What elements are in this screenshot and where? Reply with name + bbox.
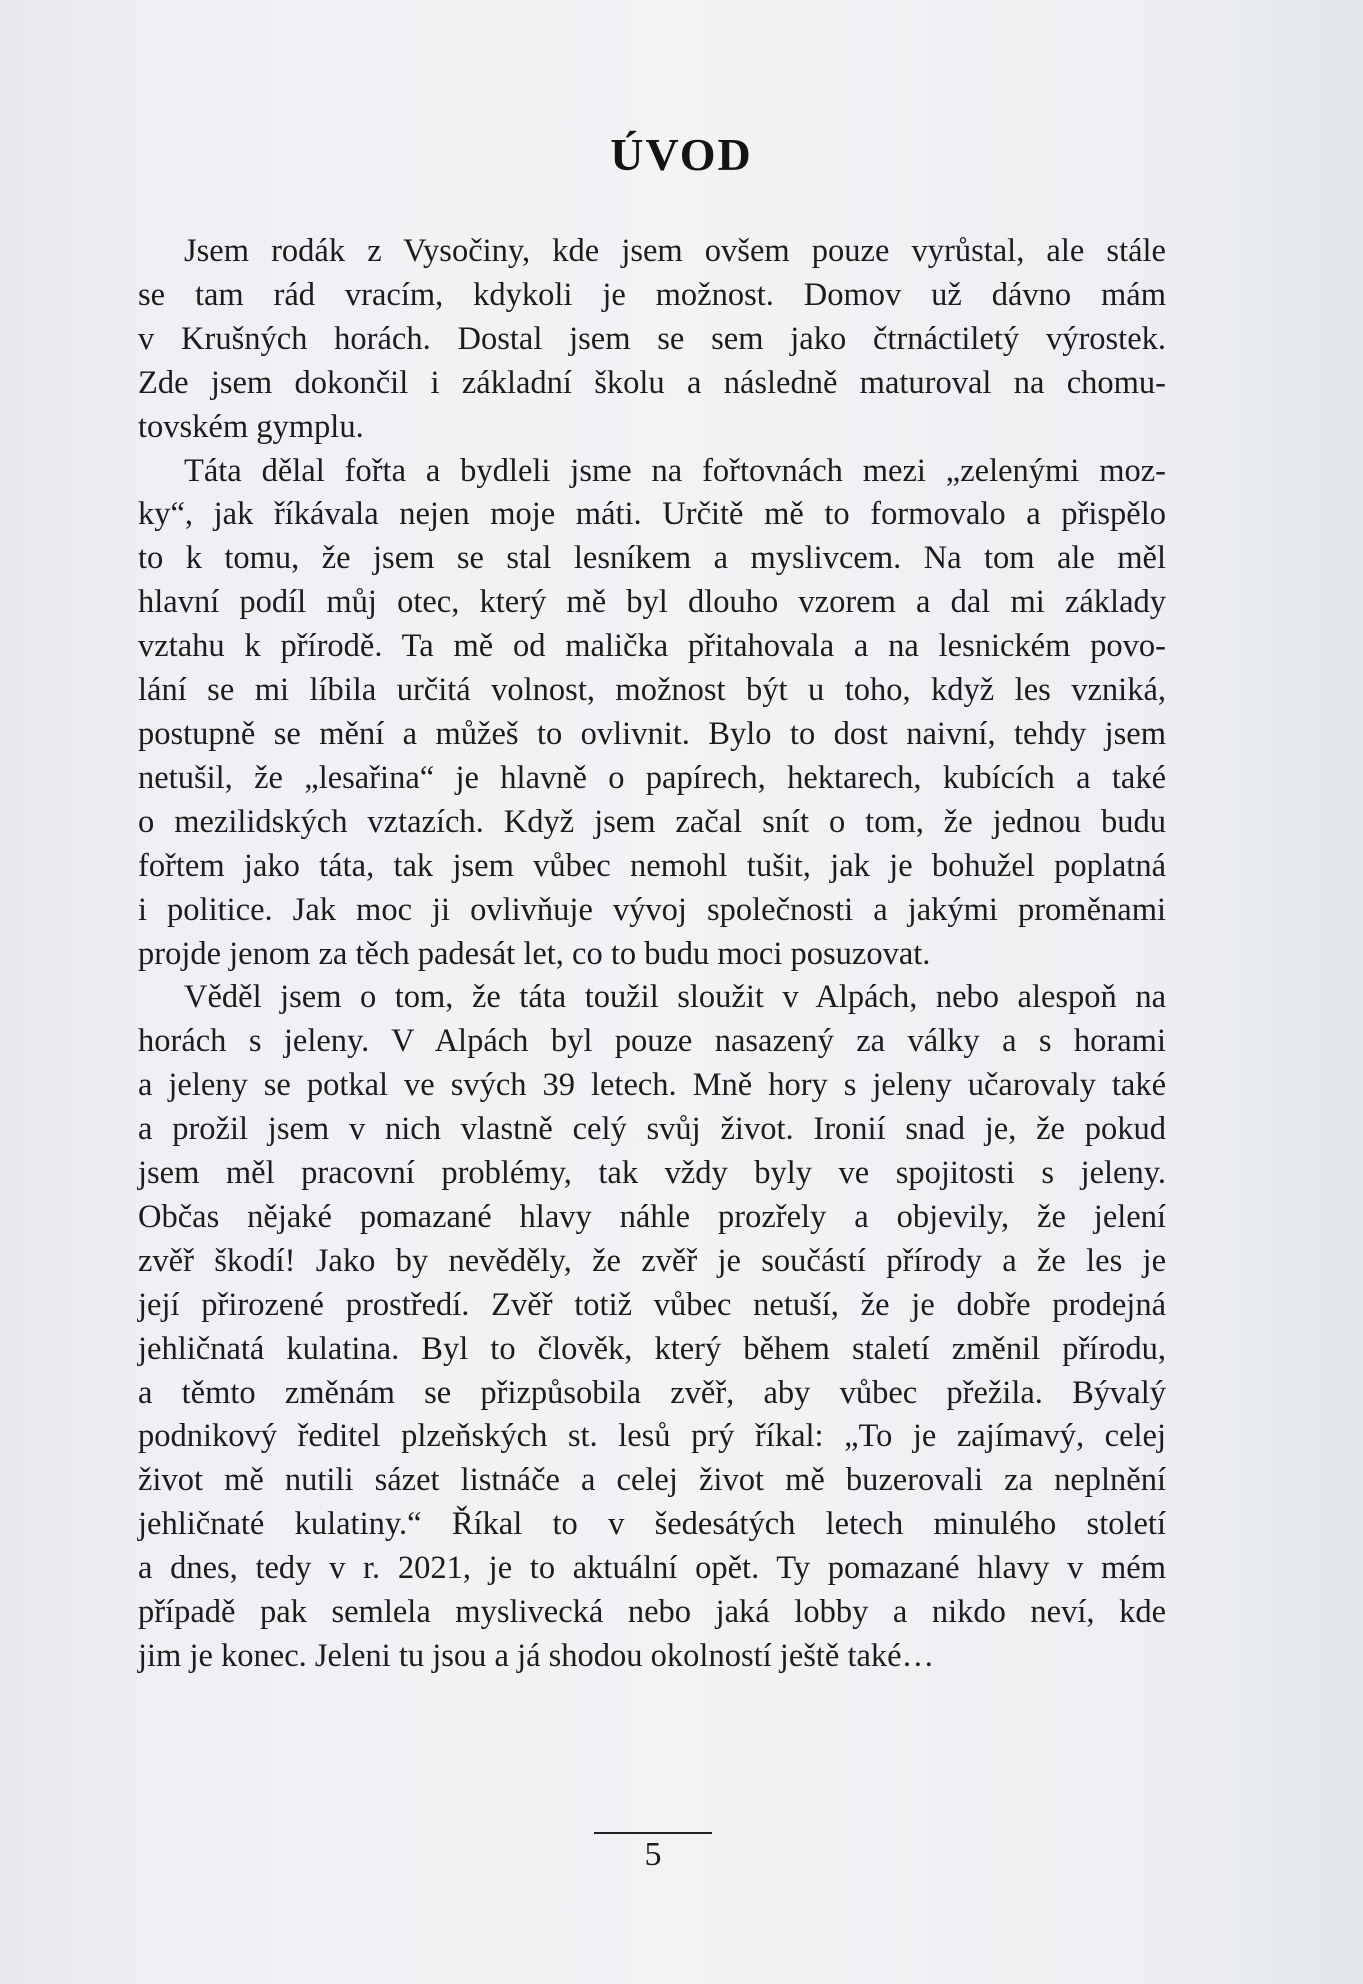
text-line: i politice. Jak moc ji ovlivňuje vývoj společnosti a jakými proměnami — [138, 891, 1166, 928]
chapter-title: ÚVOD — [610, 129, 753, 180]
text-line: život mě nutili sázet listnáče a celej život mě buzerovali za neplnění — [138, 1462, 1166, 1499]
text-line: postupně se mění a můžeš to ovlivnit. Bylo to dost naivní, tehdy jsem — [138, 715, 1166, 752]
text-line: projde jenom za těch padesát let, co to budu moci posuzovat. — [138, 935, 931, 972]
text-line: zvěř škodí! Jako by nevěděly, že zvěř je součástí přírody a že les je — [138, 1242, 1166, 1279]
text-line: to k tomu, že jsem se stal lesníkem a myslivcem. Na tom ale měl — [138, 540, 1166, 577]
text-line: její přirozené prostředí. Zvěř totiž vůbec netuší, že je dobře prodejná — [138, 1286, 1166, 1323]
page-number: 5 — [644, 1836, 662, 1873]
text-line: jsem měl pracovní problémy, tak vždy byly ve spojitosti s jeleny. — [138, 1155, 1166, 1192]
text-line: a jeleny se potkal ve svých 39 letech. Mně hory s jeleny učarovaly také — [138, 1067, 1166, 1104]
text-line: ky“, jak říkávala nejen moje máti. Určitě mě to formovalo a přispělo — [138, 496, 1166, 533]
text-line: jim je konec. Jeleni tu jsou a já shodou okolností ještě také… — [138, 1638, 935, 1674]
text-line: hlavní podíl můj otec, který mě byl dlouho vzorem a dal mi základy — [138, 584, 1166, 621]
paragraph — [138, 230, 1166, 450]
text-line: Zde jsem dokončil i základní školu a následně maturoval na chomu- — [138, 364, 1166, 401]
paragraph — [138, 976, 1166, 1679]
text-line: a dnes, tedy v r. 2021, je to aktuální opět. Ty pomazané hlavy v mém — [138, 1550, 1166, 1587]
text-line: jehličnatá kulatina. Byl to člověk, který během staletí změnil přírodu, — [138, 1330, 1166, 1367]
text-line: případě pak semlela myslivecká nebo jaká lobby a nikdo neví, kde — [138, 1594, 1166, 1631]
text-line: Jsem rodák z Vysočiny, kde jsem ovšem pouze vyrůstal, ale stále — [184, 233, 1166, 269]
text-line: vztahu k přírodě. Ta mě od malička přitahovala a na lesnickém povo- — [138, 628, 1166, 665]
text-line: Občas nějaké pomazané hlavy náhle prozřely a objevily, že jelení — [138, 1198, 1166, 1235]
body-text — [138, 230, 1166, 1679]
text-line: se tam rád vracím, kdykoli je možnost. Domov už dávno mám — [138, 276, 1166, 313]
text-line: podnikový ředitel plzeňských st. lesů prý říkal: „To je zajímavý, celej — [138, 1418, 1166, 1455]
text-line: horách s jeleny. V Alpách byl pouze nasazený za války a s horami — [138, 1023, 1166, 1060]
text-line: Táta dělal fořta a bydleli jsme na fořtovnách mezi „zelenými moz- — [184, 452, 1166, 489]
text-line: fořtem jako táta, tak jsem vůbec nemohl tušit, jak je bohužel poplatná — [138, 847, 1166, 884]
text-line: netušil, že „lesařina“ je hlavně o papírech, hektarech, kubících a také — [138, 759, 1166, 796]
text-line: a těmto změnám se přizpůsobila zvěř, aby vůbec přežila. Bývalý — [138, 1374, 1166, 1411]
text-line: lání se mi líbila určitá volnost, možnost být u toho, když les vzniká, — [138, 672, 1166, 709]
text-line: v Krušných horách. Dostal jsem se sem jako čtrnáctiletý výrostek. — [138, 320, 1166, 357]
text-line: tovském gymplu. — [138, 408, 364, 445]
text-line: jehličnaté kulatiny.“ Říkal to v šedesátých letech minulého století — [138, 1506, 1166, 1543]
text-line: Věděl jsem o tom, že táta toužil sloužit v Alpách, nebo alespoň na — [184, 979, 1166, 1016]
paragraph — [138, 450, 1166, 977]
text-line: a prožil jsem v nich vlastně celý svůj život. Ironií snad je, že pokud — [138, 1111, 1166, 1148]
text-line: o mezilidských vztazích. Když jsem začal snít o tom, že jednou budu — [138, 803, 1166, 840]
page-number-rule — [594, 1832, 712, 1834]
